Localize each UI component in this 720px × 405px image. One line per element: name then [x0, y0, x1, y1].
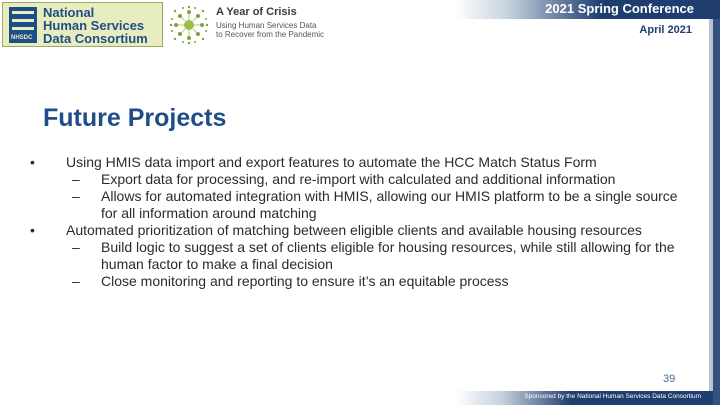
- nhsdc-mark-icon: [9, 7, 37, 43]
- sub-bullet-marker: –: [72, 273, 80, 289]
- sub-bullet-text: Close monitoring and reporting to ensure it’s an equitable process: [101, 273, 509, 289]
- bullet-marker: •: [30, 222, 35, 238]
- bullet-item: [30, 222, 690, 239]
- logo-line-3: Data Consortium: [43, 31, 148, 46]
- bullet-text: Using HMIS data import and export features to automate the HCC Match Status Form: [66, 154, 597, 170]
- crisis-emblem-icon: [168, 4, 210, 46]
- conference-title: 2021 Spring Conference: [545, 1, 694, 16]
- footer-sponsor-text: Sponsored by the National Human Services Data Consortium: [524, 393, 701, 400]
- page-number: 39: [663, 373, 676, 385]
- conference-banner: [455, 0, 720, 19]
- sub-bullet-item: [30, 273, 690, 290]
- sub-bullet-item: [30, 239, 690, 273]
- sub-bullet-marker: –: [72, 188, 80, 204]
- footer-band: [455, 391, 713, 405]
- bullet-text: Automated prioritization of matching between eligible clients and available housing resources: [66, 222, 642, 238]
- logo-line-1: National: [43, 5, 95, 20]
- bullet-item: [30, 154, 690, 171]
- slide-content: [30, 154, 690, 290]
- sub-bullet-text: Build logic to suggest a set of clients eligible for housing resources, while still allowing for the human factor to make a final decision: [101, 239, 675, 272]
- header-band: [0, 0, 720, 50]
- sub-bullet-marker: –: [72, 239, 80, 255]
- theme-subtitle-line-1: Using Human Services Data: [216, 21, 317, 30]
- nhsdc-wordmark: [43, 6, 161, 45]
- conference-date: April 2021: [639, 24, 692, 36]
- bullet-marker: •: [30, 154, 35, 170]
- page-title: Future Projects: [43, 104, 227, 132]
- logo-line-2: Human Services: [43, 18, 145, 33]
- theme-subtitle: [216, 21, 324, 39]
- sub-bullet-item: [30, 188, 690, 222]
- nhsdc-logo: [2, 2, 163, 47]
- sub-bullet-text: Allows for automated integration with HMIS, allowing our HMIS platform to be a single source for all information around matching: [101, 188, 678, 221]
- theme-title: A Year of Crisis: [216, 6, 297, 18]
- sub-bullet-marker: –: [72, 171, 80, 187]
- theme-subtitle-line-2: to Recover from the Pandemic: [216, 30, 325, 39]
- sub-bullet-text: Export data for processing, and re-import with calculated and additional information: [101, 171, 616, 187]
- side-accent-bar: [713, 19, 720, 405]
- nhsdc-mark-text: NHSDC: [11, 35, 33, 41]
- sub-bullet-item: [30, 171, 690, 188]
